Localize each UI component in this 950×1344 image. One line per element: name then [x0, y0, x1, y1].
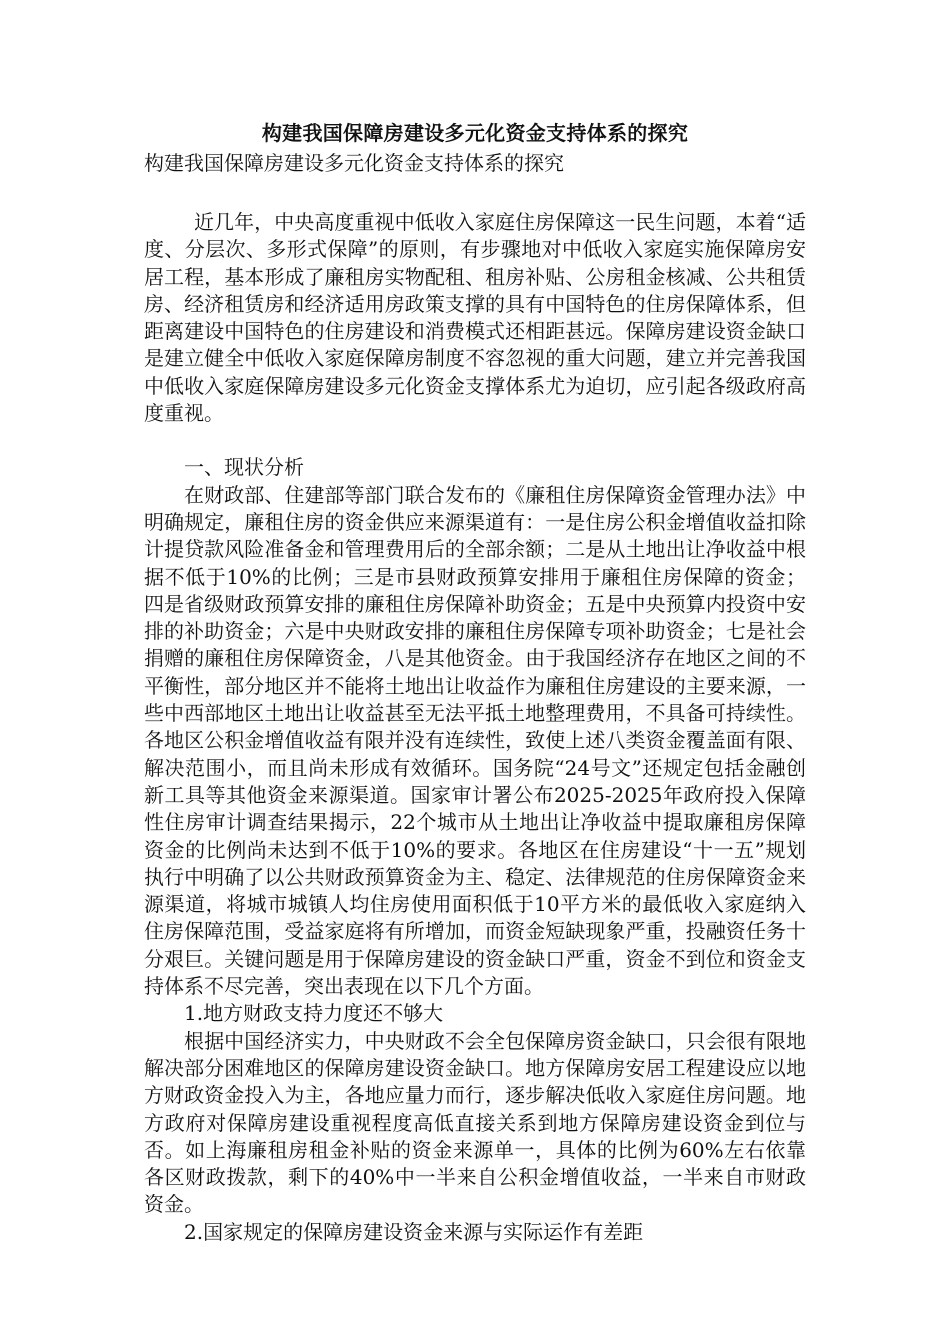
intro-paragraph: 近几年，中央高度重视中低收入家庭住房保障这一民生问题，本着“适度、分层次、多形式保障”的原则，有步骤地对中低收入家庭实施保障房安居工程，基本形成了廉租房实物配租、租房补贴、公房租金核减、公共租赁房、经济租赁房和经济适用房政策支撑的具有中国特色的住房保障体系，但距离建设中国特色的住房建设和消费模式还相距甚远。保障房建设资金缺口是建立健全中低收入家庭保障房制度不容忽视的重大问题，建立并完善我国中低收入家庭保障房建设多元化资金支撑体系尤为迫切，应引起各级政府高度重视。	[144, 210, 806, 426]
spacer	[144, 427, 806, 454]
subsection-paragraph-1: 根据中国经济实力，中央财政不会全包保障房资金缺口，只会很有限地解决部分困难地区的保障房建设资金缺口。地方保障房安居工程建设应以地方财政资金投入为主，各地应量力而行，逐步解决低收入家庭住房问题。地方政府对保障房建设重视程度高低直接关系到地方保障房建设资金到位与否。如上海廉租房租金补贴的资金来源单一，具体的比例为60%左右依靠各区财政拨款，剩下的40%中一半来自公积金增值收益，一半来自市财政资金。	[144, 1028, 806, 1217]
document-page	[144, 118, 806, 1246]
section-paragraph-status: 在财政部、住建部等部门联合发布的《廉租住房保障资金管理办法》中明确规定，廉租住房的资金供应来源渠道有：一是住房公积金增值收益扣除计提贷款风险准备金和管理费用后的全部余额；二是从土地出让净收益中根据不低于10%的比例；三是市县财政预算安排用于廉租住房保障的资金；四是省级财政预算安排的廉租住房保障补助资金；五是中央预算内投资中安排的补助资金；六是中央财政安排的廉租住房保障专项补助资金；七是社会捐赠的廉租住房保障资金，八是其他资金。由于我国经济存在地区之间的不平衡性，部分地区并不能将土地出让收益作为廉租住房建设的主要来源，一些中西部地区土地出让收益甚至无法平抵土地整理费用，不具备可持续性。各地区公积金增值收益有限并没有连续性，致使上述八类资金覆盖面有限、解决范围小，而且尚未形成有效循环。国务院“24号文”还规定包括金融创新工具等其他资金来源渠道。国家审计署公布2025-2025年政府投入保障性住房审计调查结果揭示，22个城市从土地出让净收益中提取廉租房保障资金的比例尚未达到不低于10%的要求。各地区在住房建设“十一五”规划执行中明确了以公共财政预算资金为主、稳定、法律规范的住房保障资金来源渠道，将城市城镇人均住房使用面积低于10平方米的最低收入家庭纳入住房保障范围，受益家庭将有所增加，而资金短缺现象严重，投融资任务十分艰巨。关键问题是用于保障房建设的资金缺口严重，资金不到位和资金支持体系不尽完善，突出表现在以下几个方面。	[144, 482, 806, 999]
document-title: 构建我国保障房建设多元化资金支持体系的探究	[261, 121, 689, 145]
section-heading-status: 一、现状分析	[184, 455, 304, 480]
spacer	[144, 178, 806, 209]
subsection-heading-2: 2.国家规定的保障房建设资金来源与实际运作有差距	[184, 1219, 644, 1244]
document-subtitle: 构建我国保障房建设多元化资金支持体系的探究	[144, 151, 564, 175]
subsection-heading-1: 1.地方财政支持力度还不够大	[184, 1001, 444, 1026]
